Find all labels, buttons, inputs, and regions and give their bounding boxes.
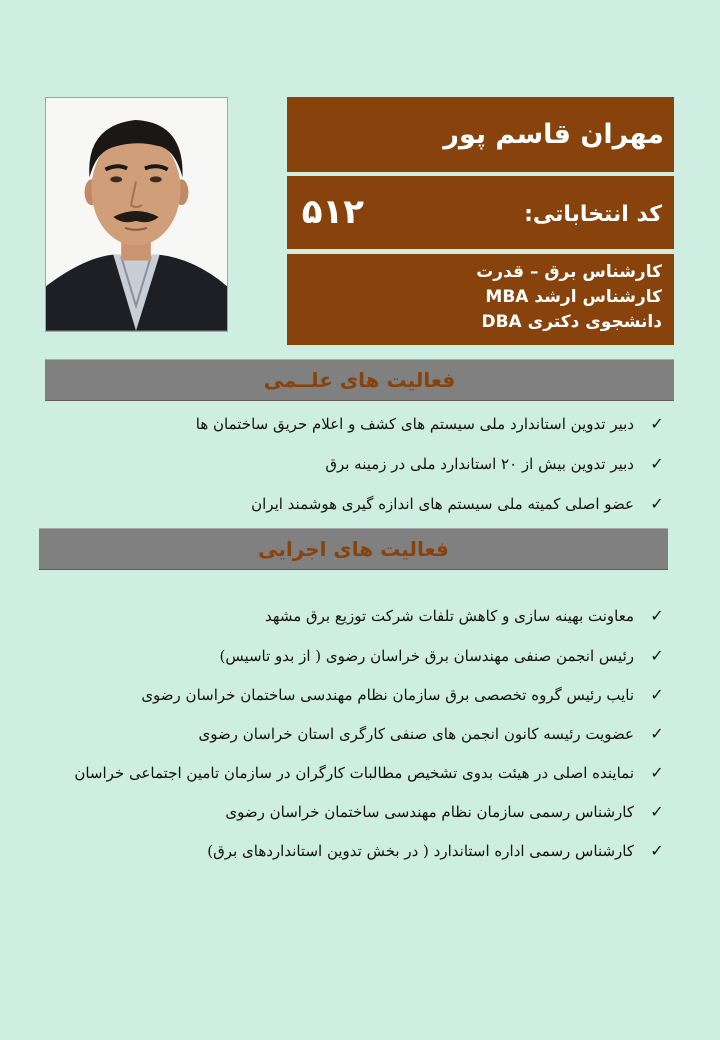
check-icon: ✓ xyxy=(650,454,664,473)
list-item-text: معاونت بهینه سازی و کاهش تلفات شرکت توزیع برق مشهد xyxy=(265,607,634,625)
list-item xyxy=(325,454,668,473)
degrees-box xyxy=(287,254,674,345)
list-item xyxy=(141,685,668,704)
check-icon: ✓ xyxy=(650,802,664,821)
degree-item: دانشجوی دکتری DBA xyxy=(481,312,662,332)
scientific-activities-title: فعالیت های علــمی xyxy=(263,368,456,392)
list-item-text: نایب رئیس گروه تخصصی برق سازمان نظام مهندسی ساختمان خراسان رضوی xyxy=(141,686,634,704)
degree-item: کارشناس برق – قدرت xyxy=(476,262,662,282)
list-item-text: عضو اصلی کمیته ملی سیستم های اندازه گیری هوشمند ایران xyxy=(251,495,634,513)
candidate-name: مهران قاسم پور xyxy=(443,119,664,150)
list-item-text: کارشناس رسمی سازمان نظام مهندسی ساختمان خراسان رضوی xyxy=(225,803,634,821)
list-item-text: عضویت رئیسه کانون انجمن های صنفی کارگری استان خراسان رضوی xyxy=(198,725,634,743)
check-icon: ✓ xyxy=(650,646,664,665)
list-item-text: دبیر تدوین استاندارد ملی سیستم های کشف و اعلام حریق ساختمان ها xyxy=(195,415,634,433)
list-item xyxy=(225,802,668,821)
executive-activities-header xyxy=(39,528,668,570)
list-item xyxy=(219,646,668,665)
list-item-text: کارشناس رسمی اداره استاندارد ( در بخش تدوین استانداردهای برق) xyxy=(207,842,634,860)
list-item xyxy=(198,724,668,743)
election-code-box xyxy=(287,176,674,249)
check-icon: ✓ xyxy=(650,606,664,625)
check-icon: ✓ xyxy=(650,841,664,860)
list-item xyxy=(74,763,668,782)
check-icon: ✓ xyxy=(650,763,664,782)
name-box xyxy=(287,97,674,172)
list-item xyxy=(196,414,668,433)
check-icon: ✓ xyxy=(650,494,664,513)
check-icon: ✓ xyxy=(650,414,664,433)
list-item-text: رئیس انجمن صنفی مهندسان برق خراسان رضوی ( از بدو تاسیس) xyxy=(219,647,634,665)
list-item xyxy=(207,841,668,860)
check-icon: ✓ xyxy=(650,685,664,704)
list-item-text: دبیر تدوین بیش از ۲۰ استاندارد ملی در زمینه برق xyxy=(325,455,634,473)
election-code-label: کد انتخاباتی: xyxy=(524,202,662,227)
list-item xyxy=(265,606,668,625)
list-item-text: نماینده اصلی در هیئت بدوی تشخیص مطالبات کارگران در سازمان تامین اجتماعی خراسان xyxy=(74,764,634,782)
election-code-value: ۵۱۲ xyxy=(301,192,364,232)
degree-item: کارشناس ارشد MBA xyxy=(485,287,662,307)
scientific-activities-header xyxy=(45,359,674,401)
check-icon: ✓ xyxy=(650,724,664,743)
portrait-photo xyxy=(45,97,228,332)
list-item xyxy=(251,494,668,513)
executive-activities-title: فعالیت های اجرایی xyxy=(258,537,449,561)
